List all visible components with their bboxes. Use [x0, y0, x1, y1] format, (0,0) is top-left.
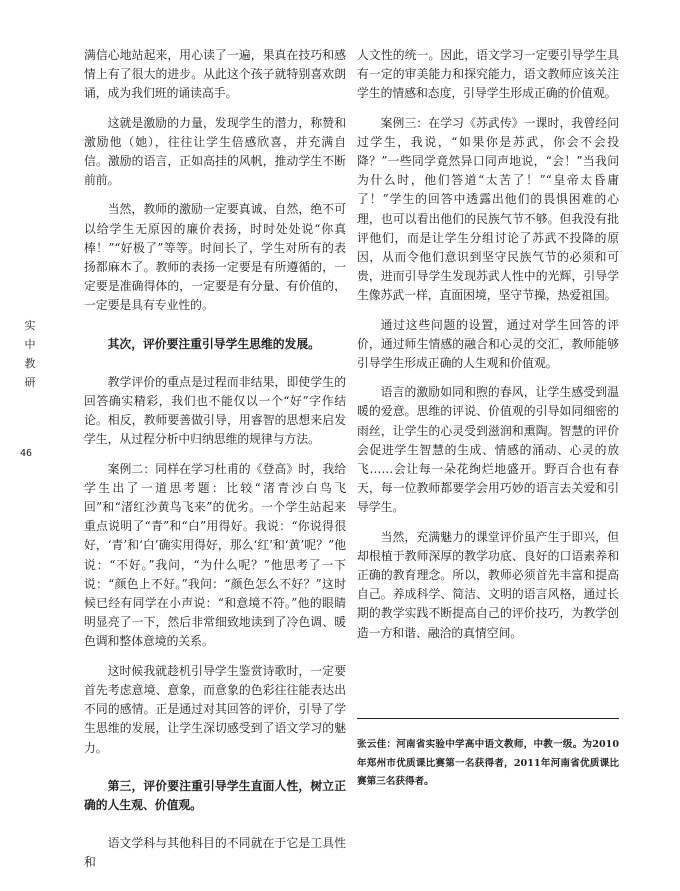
page-number: 46: [20, 448, 33, 459]
paragraph: 案例三：在学习《苏武传》一课时，我曾经问过学生，我说，“如果你是苏武，你会不会投降？”一些同学竟然异口同声地说，“会！”当我问为什么时，他们答道“太苦了！”“皇帝太昏庸了！”学生的回答中透露出他们的畏惧困难的心理，也可以看出他们的民族气节不够。但我没有批评他们，而是让学生分组讨论了苏武不投降的原因，从而令他们意识到坚守民族气节的必须和可贵，进而引导学生发现苏武人性中的光辉，引导学生像苏武一样，直面困境，坚守节操，热爱祖国。: [357, 115, 619, 303]
journal-char: 研: [24, 376, 36, 389]
footnote-divider: [357, 718, 619, 719]
paragraph: 满信心地站起来，用心读了一遍，果真在技巧和感情上有了很大的进步。从此这个孩子就特别喜欢朗诵，成为我们班的诵读高手。: [84, 48, 346, 101]
section-heading: 其次，评价要注重引导学生思维的发展。: [107, 336, 320, 351]
paragraph: 当然，充满魅力的课堂评价虽产生于即兴，但却根植于教师深厚的教学功底、良好的口语素养和正确的教育理念。所以，教师必须首先丰富和提高自己。养成科学、简洁、文明的语言风格，通过长期的教学实践不断提高自己的评价技巧，为教学创造一方和谐、融洽的真情空间。: [357, 529, 619, 640]
paragraph: 人文性的统一。因此，语文学习一定要引导学生具有一定的审美能力和探究能力，语文教师应该关注学生的情感和态度，引导学生形成正确的价值观。: [357, 48, 619, 101]
journal-char: 中: [24, 338, 36, 351]
paragraph: 教学评价的重点是过程而非结果，即使学生的回答确实精彩，我们也不能仅以一个“好”字作结论。相反，教师要善做引导，用睿智的思想来启发学生，从过程分析中归纳思维的规律与方法。: [84, 374, 346, 447]
author-note: 张云佳：河南省实验中学高中语文教师，中教一级。为2010年郑州市优质课比赛第一名获得者，2011年河南省优质课比赛第三名获得者。: [357, 739, 619, 787]
right-column: [357, 46, 619, 643]
paragraph: 语文学科与其他科目的不同就在于它是工具性和: [84, 836, 346, 870]
section-heading: 第三，评价要注重引导学生直面人性，树立正确的人生观、价值观。: [84, 778, 346, 812]
journal-char: 教: [24, 357, 36, 370]
paragraph: 语言的激励如同和煦的春风，让学生感受到温暖的爱意。思维的评说、价值观的引导如同细密的雨丝，让学生的心灵受到滋润和熏陶。智慧的评价会促进学生智慧的生成、情感的涌动、心灵的放飞……会让每一朵花绚烂地盛开。野百合也有春天，每一位教师都要学会用巧妙的语言去关爱和引导学生。: [357, 385, 619, 515]
paragraph: 当然，教师的激励一定要真诚、自然，绝不可以给学生无原因的廉价表扬，时时处处说“你真棒！”“好极了”等等。时间长了，学生对所有的表扬都麻木了。教师的表扬一定要是有所遵循的，一定要是准确得体的，一定要是有分量、有价值的，一定要是具有专业性的。: [84, 202, 346, 313]
paragraph: 案例二：同样在学习杜甫的《登高》时，我给学生出了一道思考题：比较“渚青沙白鸟飞回”和“渚红沙黄鸟飞来”的优劣。一个学生站起来重点说明了“青”和“白”用得好。我说：“你说得很好，‘青’和‘白’确实用得好，那么‘红’和‘黄’呢？”他说：“不好。”我问，“为什么呢？”他思考了一下说：“颜色上不好。”我问：“颜色怎么不好？”这时候已经有同学在小声说：“和意境不符。”他的眼睛明显亮了一下，然后非常细致地读到了冷色调、暖色调和整体意境的关系。: [84, 461, 346, 649]
left-column: [84, 46, 346, 873]
journal-name: [22, 316, 38, 392]
paragraph: 这就是激励的力量，发现学生的潜力，称赞和激励他（她），往往让学生倍感欣喜，并充满自信。激励的语言，正如高挂的风帆，推动学生不断前前。: [84, 115, 346, 188]
paragraph: 通过这些问题的设置，通过对学生回答的评价，通过师生情感的融合和心灵的交汇，教师能够引导学生形成正确的人生观和价值观。: [357, 317, 619, 371]
paragraph: 这时候我就趁机引导学生鉴赏诗歌时，一定要首先考虑意境、意象，而意象的色彩往往能表达出不同的感情。正是通过对其回答的评价，引导了学生思维的发展，让学生深切感受到了语文学习的魅力。: [84, 663, 346, 755]
journal-char: 实: [24, 319, 36, 332]
